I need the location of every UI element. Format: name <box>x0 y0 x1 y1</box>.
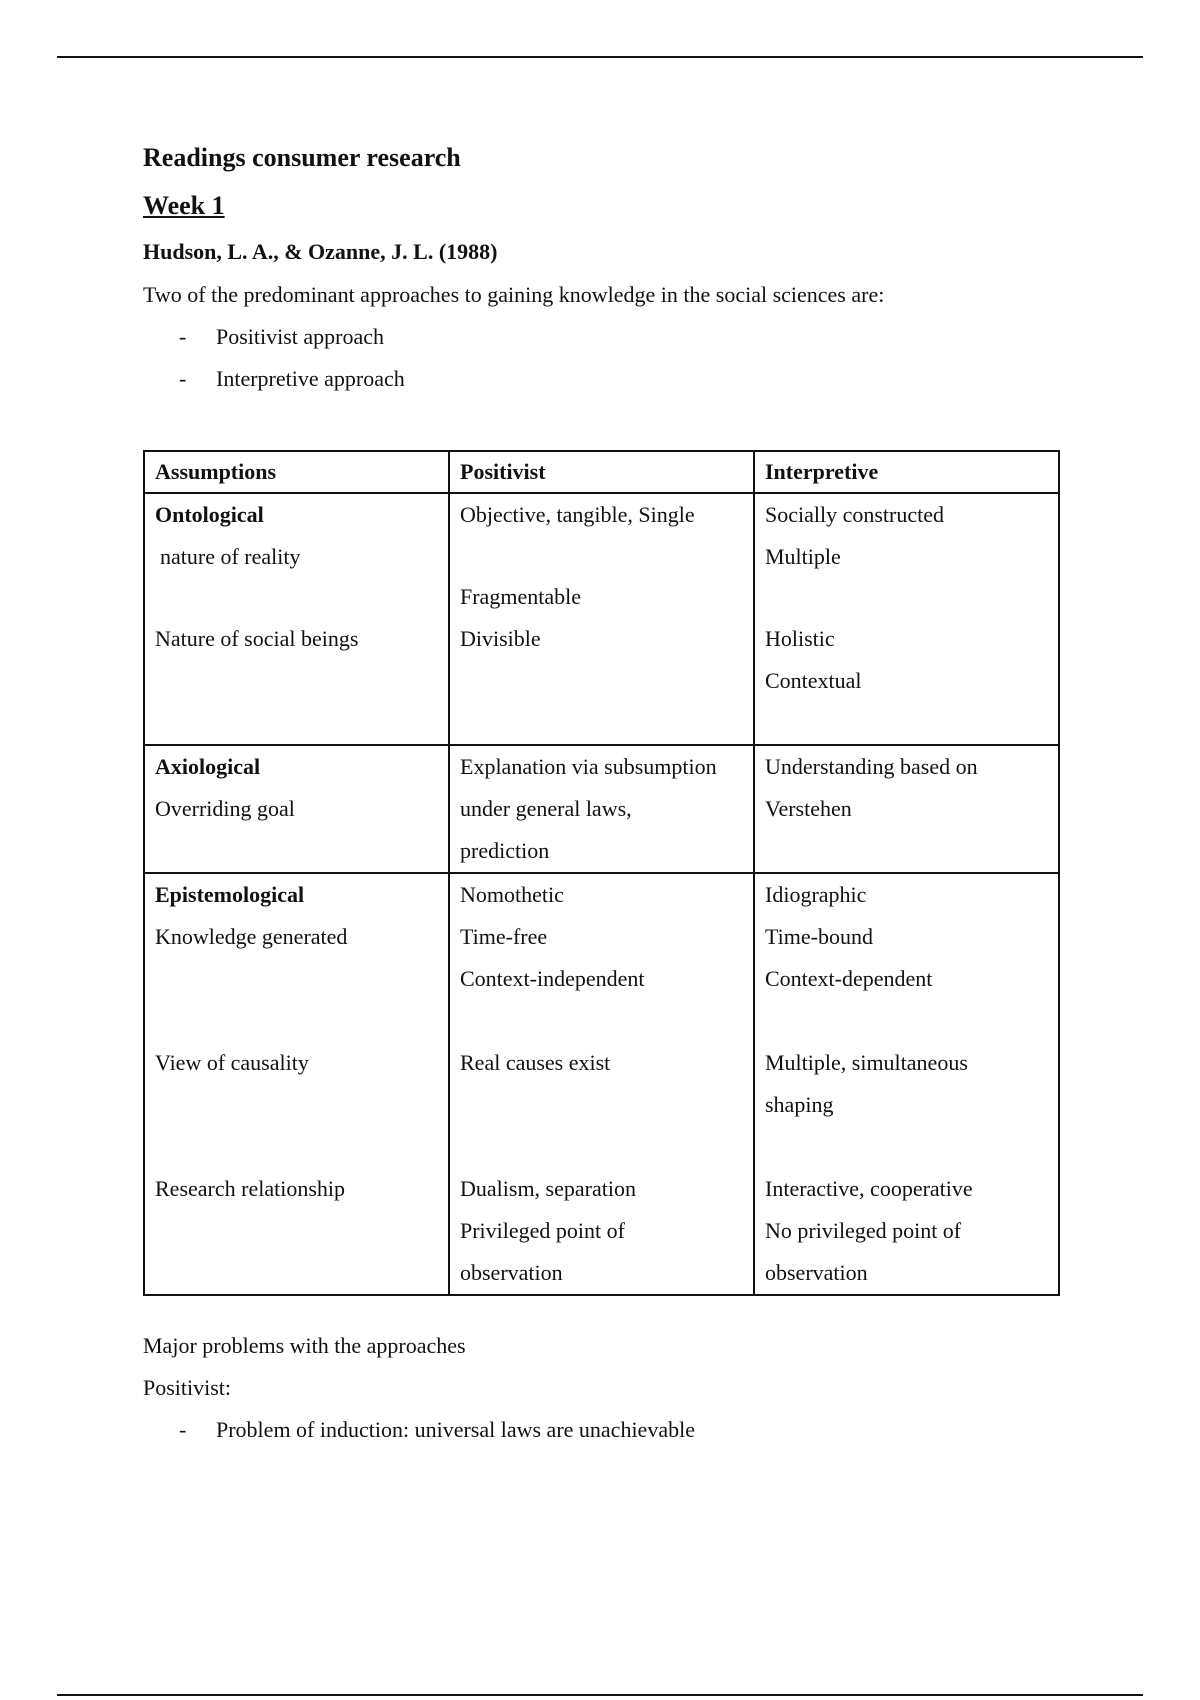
cell-text: Multiple <box>765 544 841 569</box>
problems-list <box>143 1409 1063 1451</box>
problems-heading: Major problems with the approaches <box>143 1333 466 1358</box>
cell-text: Privileged point of <box>460 1218 625 1243</box>
overriding-goal-label: Overriding goal <box>155 796 295 821</box>
cell-text: Dualism, separation <box>460 1176 636 1201</box>
cell-text: observation <box>460 1260 563 1285</box>
bottom-rule <box>57 1694 1143 1696</box>
citation: Hudson, L. A., & Ozanne, J. L. (1988) <box>143 239 498 264</box>
cell-text: Objective, tangible, Single <box>460 502 695 527</box>
axiological-heading: Axiological <box>155 754 261 779</box>
ontological-heading: Ontological <box>155 502 264 527</box>
cell-text: Holistic <box>765 626 835 651</box>
view-of-causality-label: View of causality <box>155 1050 309 1075</box>
ontological-interpretive-cell <box>754 493 1059 745</box>
cell-text: Context-independent <box>460 966 645 991</box>
ontological-assumptions-cell <box>144 493 449 745</box>
cell-text: Real causes exist <box>460 1050 611 1075</box>
cell-text: Time-bound <box>765 924 873 949</box>
list-item: - Problem of induction: universal laws are unachievable <box>179 1417 695 1442</box>
nature-social-beings-label: Nature of social beings <box>155 626 359 651</box>
cell-text: prediction <box>460 838 550 863</box>
header-assumptions: Assumptions <box>144 451 449 493</box>
research-relationship-label: Research relationship <box>155 1176 345 1201</box>
axiological-assumptions-cell <box>144 745 449 873</box>
nature-of-reality-label: nature of reality <box>160 544 301 569</box>
cell-text: Time-free <box>460 924 548 949</box>
document-body <box>143 138 1063 400</box>
ontological-positivist-cell <box>449 493 754 745</box>
axiological-interpretive-cell <box>754 745 1059 873</box>
epistemological-positivist-cell <box>449 873 754 1295</box>
table-row-ontological <box>144 493 1059 745</box>
knowledge-generated-label: Knowledge generated <box>155 924 348 949</box>
intro-paragraph: Two of the predominant approaches to gaining knowledge in the social sciences are: <box>143 282 885 307</box>
cell-text: Multiple, simultaneous <box>765 1050 968 1075</box>
header-interpretive: Interpretive <box>754 451 1059 493</box>
epistemological-heading: Epistemological <box>155 882 305 907</box>
header-positivist: Positivist <box>449 451 754 493</box>
cell-text: Idiographic <box>765 882 867 907</box>
list-item: - Interpretive approach <box>179 366 405 391</box>
assumptions-table <box>143 450 1060 1296</box>
positivist-label: Positivist: <box>143 1375 232 1400</box>
cell-text: Divisible <box>460 626 541 651</box>
cell-text: Nomothetic <box>460 882 564 907</box>
cell-text: Explanation via subsumption <box>460 754 717 779</box>
axiological-positivist-cell <box>449 745 754 873</box>
cell-text: Contextual <box>765 668 862 693</box>
table-row-epistemological <box>144 873 1059 1295</box>
epistemological-assumptions-cell <box>144 873 449 1295</box>
top-rule <box>57 56 1143 58</box>
epistemological-interpretive-cell <box>754 873 1059 1295</box>
cell-text: Understanding based on <box>765 754 978 779</box>
cell-text: No privileged point of <box>765 1218 962 1243</box>
table-row-axiological <box>144 745 1059 873</box>
cell-text: Fragmentable <box>460 584 581 609</box>
cell-text: Interactive, cooperative <box>765 1176 973 1201</box>
approach-list <box>143 316 1063 400</box>
cell-text: under general laws, <box>460 796 632 821</box>
cell-text: shaping <box>765 1092 834 1117</box>
cell-text: Socially constructed <box>765 502 945 527</box>
cell-text: observation <box>765 1260 868 1285</box>
table-header-row <box>144 451 1059 493</box>
cell-text: Verstehen <box>765 796 852 821</box>
week-heading: Week 1 <box>143 191 225 220</box>
document-title: Readings consumer research <box>143 143 461 172</box>
cell-text: Context-dependent <box>765 966 933 991</box>
problems-section <box>143 1325 1063 1451</box>
list-item: - Positivist approach <box>179 324 385 349</box>
